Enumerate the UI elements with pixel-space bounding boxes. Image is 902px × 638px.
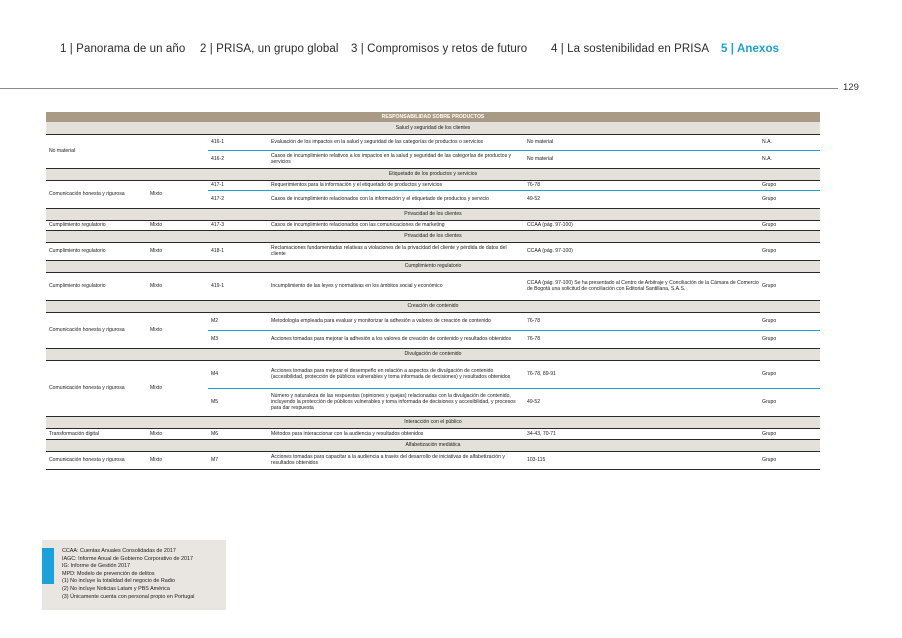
row-code: 417-1 [208, 180, 269, 190]
section-heading: Divulgación de contenido [46, 348, 820, 360]
row-group-label: Cumplimiento regulatorio [46, 242, 147, 260]
table-row [46, 272, 820, 300]
row-scope: N.A. [762, 134, 820, 150]
row-page-reference: 34-43, 70-71 [524, 428, 762, 439]
row-description: Casos de incumplimiento relativos a los impactos en la salud y seguridad de las categorías de productos y servicios [269, 150, 524, 168]
row-page-reference: 76-78 [524, 330, 762, 348]
row-description: Evaluación de los impactos en la salud y seguridad de las categorías de productos o servicios [269, 134, 524, 150]
row-group-type: Mixto [147, 312, 208, 348]
row-group-type [147, 134, 208, 168]
section-heading: Creación de contenido [46, 300, 820, 312]
section-heading: Cumplimiento regulatorio [46, 260, 820, 272]
row-code: 416-2 [208, 150, 269, 168]
row-description: Acciones tomadas para capacitar a la audiencia a través del desarrollo de iniciativas de alfabetización y resultados obtenidos [269, 451, 524, 469]
legend-accent-bar [42, 548, 54, 584]
table-row [46, 312, 820, 330]
row-code: M7 [208, 451, 269, 469]
legend-line: MPD: Modelo de prevención de delitos [62, 570, 155, 577]
row-scope: Grupo [762, 190, 820, 208]
row-group-label: Transformación digital [46, 428, 147, 439]
row-page-reference: 49-52 [524, 190, 762, 208]
row-scope: Grupo [762, 272, 820, 300]
section-heading-row [46, 439, 820, 451]
row-page-reference: CCAA (pág. 97-100) Se ha presentado al Centro de Arbitraje y Conciliación de la Cámara de Comercio de Bogotá una solicitud de conciliación con Editorial Santillana, S.A.S. [524, 272, 762, 300]
legend-box [42, 540, 226, 610]
row-group-label: Comunicación honesta y rigurosa [46, 312, 147, 348]
section-heading: Interacción con el público [46, 416, 820, 428]
legend-line: IG: Informe de Gestión 2017 [62, 563, 131, 570]
row-page-reference: No material [524, 150, 762, 168]
row-code: 417-2 [208, 190, 269, 208]
row-group-label: Cumplimiento regulatorio [46, 272, 147, 300]
row-scope: Grupo [762, 330, 820, 348]
row-group-label: No material [46, 134, 147, 168]
section-heading: Privacidad de los clientes [46, 208, 820, 220]
row-group-label: Comunicación honesta y rigurosa [46, 180, 147, 208]
row-page-reference: CCAA (pág. 97-100) [524, 220, 762, 230]
nav-item-prisa-grupo-global[interactable]: 2 | PRISA, un grupo global [200, 43, 339, 55]
row-description: Acciones tomadas para mejorar la adhesión a los valores de creación de contenido y resultados obtenidos [269, 330, 524, 348]
row-description: Casos de incumplimiento relacionados con la información y el etiquetado de productos y servicio [269, 190, 524, 208]
row-group-type: Mixto [147, 428, 208, 439]
section-heading-row [46, 260, 820, 272]
row-group-type: Mixto [147, 220, 208, 230]
responsabilidad-productos-table [46, 112, 820, 470]
row-page-reference: 76-78 [524, 180, 762, 190]
nav-item-compromisos[interactable]: 3 | Compromisos y retos de futuro [351, 43, 528, 55]
row-group-type: Mixto [147, 180, 208, 208]
table-row [46, 360, 820, 388]
section-heading: Alfabetización mediática [46, 439, 820, 451]
table-row [46, 180, 820, 190]
row-group-type: Mixto [147, 272, 208, 300]
section-heading-row [46, 230, 820, 242]
row-code: 418-1 [208, 242, 269, 260]
section-heading: Etiquetado de los productos y servicios [46, 168, 820, 180]
legend-line: (3) Únicamente cuenta con personal propio en Portugal [62, 593, 195, 600]
table-title-row [46, 112, 820, 122]
row-scope: Grupo [762, 360, 820, 388]
header-divider [0, 88, 838, 89]
row-page-reference: 76-78 [524, 312, 762, 330]
legend-line: CCAA: Cuentas Anuales Consolidadas de 2017 [62, 548, 176, 554]
row-description: Reclamaciones fundamentadas relativas a violaciones de la privacidad del cliente y pérdida de datos del cliente [269, 242, 524, 260]
nav-item-anexos[interactable]: 5 | Anexos [721, 43, 780, 55]
section-heading: Salud y seguridad de los clientes [46, 122, 820, 134]
row-description: Casos de incumplimiento relacionados con las comunicaciones de marketing [269, 220, 524, 230]
section-heading-row [46, 416, 820, 428]
legend-line: (2) No incluye Noticias Latam y PBS América [62, 585, 170, 592]
row-code: M4 [208, 360, 269, 388]
row-scope: Grupo [762, 451, 820, 469]
row-group-label: Comunicación honesta y rigurosa [46, 451, 147, 469]
row-group-type: Mixto [147, 360, 208, 416]
row-page-reference: CCAA (pág. 97-100) [524, 242, 762, 260]
table-row [46, 220, 820, 230]
row-scope: Grupo [762, 312, 820, 330]
legend-lines [62, 548, 194, 601]
row-description: Acciones tomadas para mejorar el desempeño en relación a aspectos de divulgación de contenido (accesibilidad, protección de públicos vulnerables y toma informada de decisiones) y resultados obtenidos [269, 360, 524, 388]
row-code: 417-3 [208, 220, 269, 230]
row-description: Metodología empleada para evaluar y monitorizar la adhesión a valores de creación de contenido [269, 312, 524, 330]
row-scope: Grupo [762, 180, 820, 190]
nav-item-panorama[interactable]: 1 | Panorama de un año [60, 43, 186, 55]
table-row [46, 242, 820, 260]
row-page-reference: 49-52 [524, 388, 762, 416]
row-description: Métodos para interaccionar con la audiencia y resultados obtenidos [269, 428, 524, 439]
row-group-label: Cumplimiento regulatorio [46, 220, 147, 230]
row-page-reference: 103-115 [524, 451, 762, 469]
table-title: RESPONSABILIDAD SOBRE PRODUCTOS [46, 112, 820, 122]
row-group-type: Mixto [147, 242, 208, 260]
row-page-reference: No material [524, 134, 762, 150]
legend-line: IAGC: Informe Anual de Gobierno Corporativo de 2017 [62, 555, 193, 562]
row-description: Incumplimiento de las leyes y normativas en los ámbitos social y económico [269, 272, 524, 300]
page-number: 129 [843, 82, 859, 93]
legend-line: (1) No incluye la totalidad del negocio de Radio [62, 578, 175, 585]
table-row [46, 451, 820, 469]
row-scope: Grupo [762, 388, 820, 416]
row-description: Número y naturaleza de las respuestas (opiniones y quejas) relacionadas con la divulgación de contenido, incluyendo la protección de públicos vulnerables y toma informada de decisiones y accesibilidad, y procesos para dar respuesta [269, 388, 524, 416]
row-code: M6 [208, 428, 269, 439]
row-group-label: Comunicación honesta y rigurosa [46, 360, 147, 416]
row-code: 419-1 [208, 272, 269, 300]
section-heading: Privacidad de los clientes [46, 230, 820, 242]
nav-item-sostenibilidad[interactable]: 4 | La sostenibilidad en PRISA [551, 43, 710, 55]
row-scope: Grupo [762, 428, 820, 439]
row-page-reference: 76-78, 89-91 [524, 360, 762, 388]
section-heading-row [46, 348, 820, 360]
top-navigation [60, 43, 860, 59]
row-code: M2 [208, 312, 269, 330]
row-scope: N.A. [762, 150, 820, 168]
row-code: M5 [208, 388, 269, 416]
table-row [46, 134, 820, 150]
row-scope: Grupo [762, 220, 820, 230]
section-heading-row [46, 122, 820, 134]
section-heading-row [46, 300, 820, 312]
section-heading-row [46, 168, 820, 180]
row-scope: Grupo [762, 242, 820, 260]
row-description: Requerimientos para la información y el etiquetado de productos y servicios [269, 180, 524, 190]
table-row [46, 428, 820, 439]
row-group-type: Mixto [147, 451, 208, 469]
row-code: 416-1 [208, 134, 269, 150]
section-heading-row [46, 208, 820, 220]
row-code: M3 [208, 330, 269, 348]
